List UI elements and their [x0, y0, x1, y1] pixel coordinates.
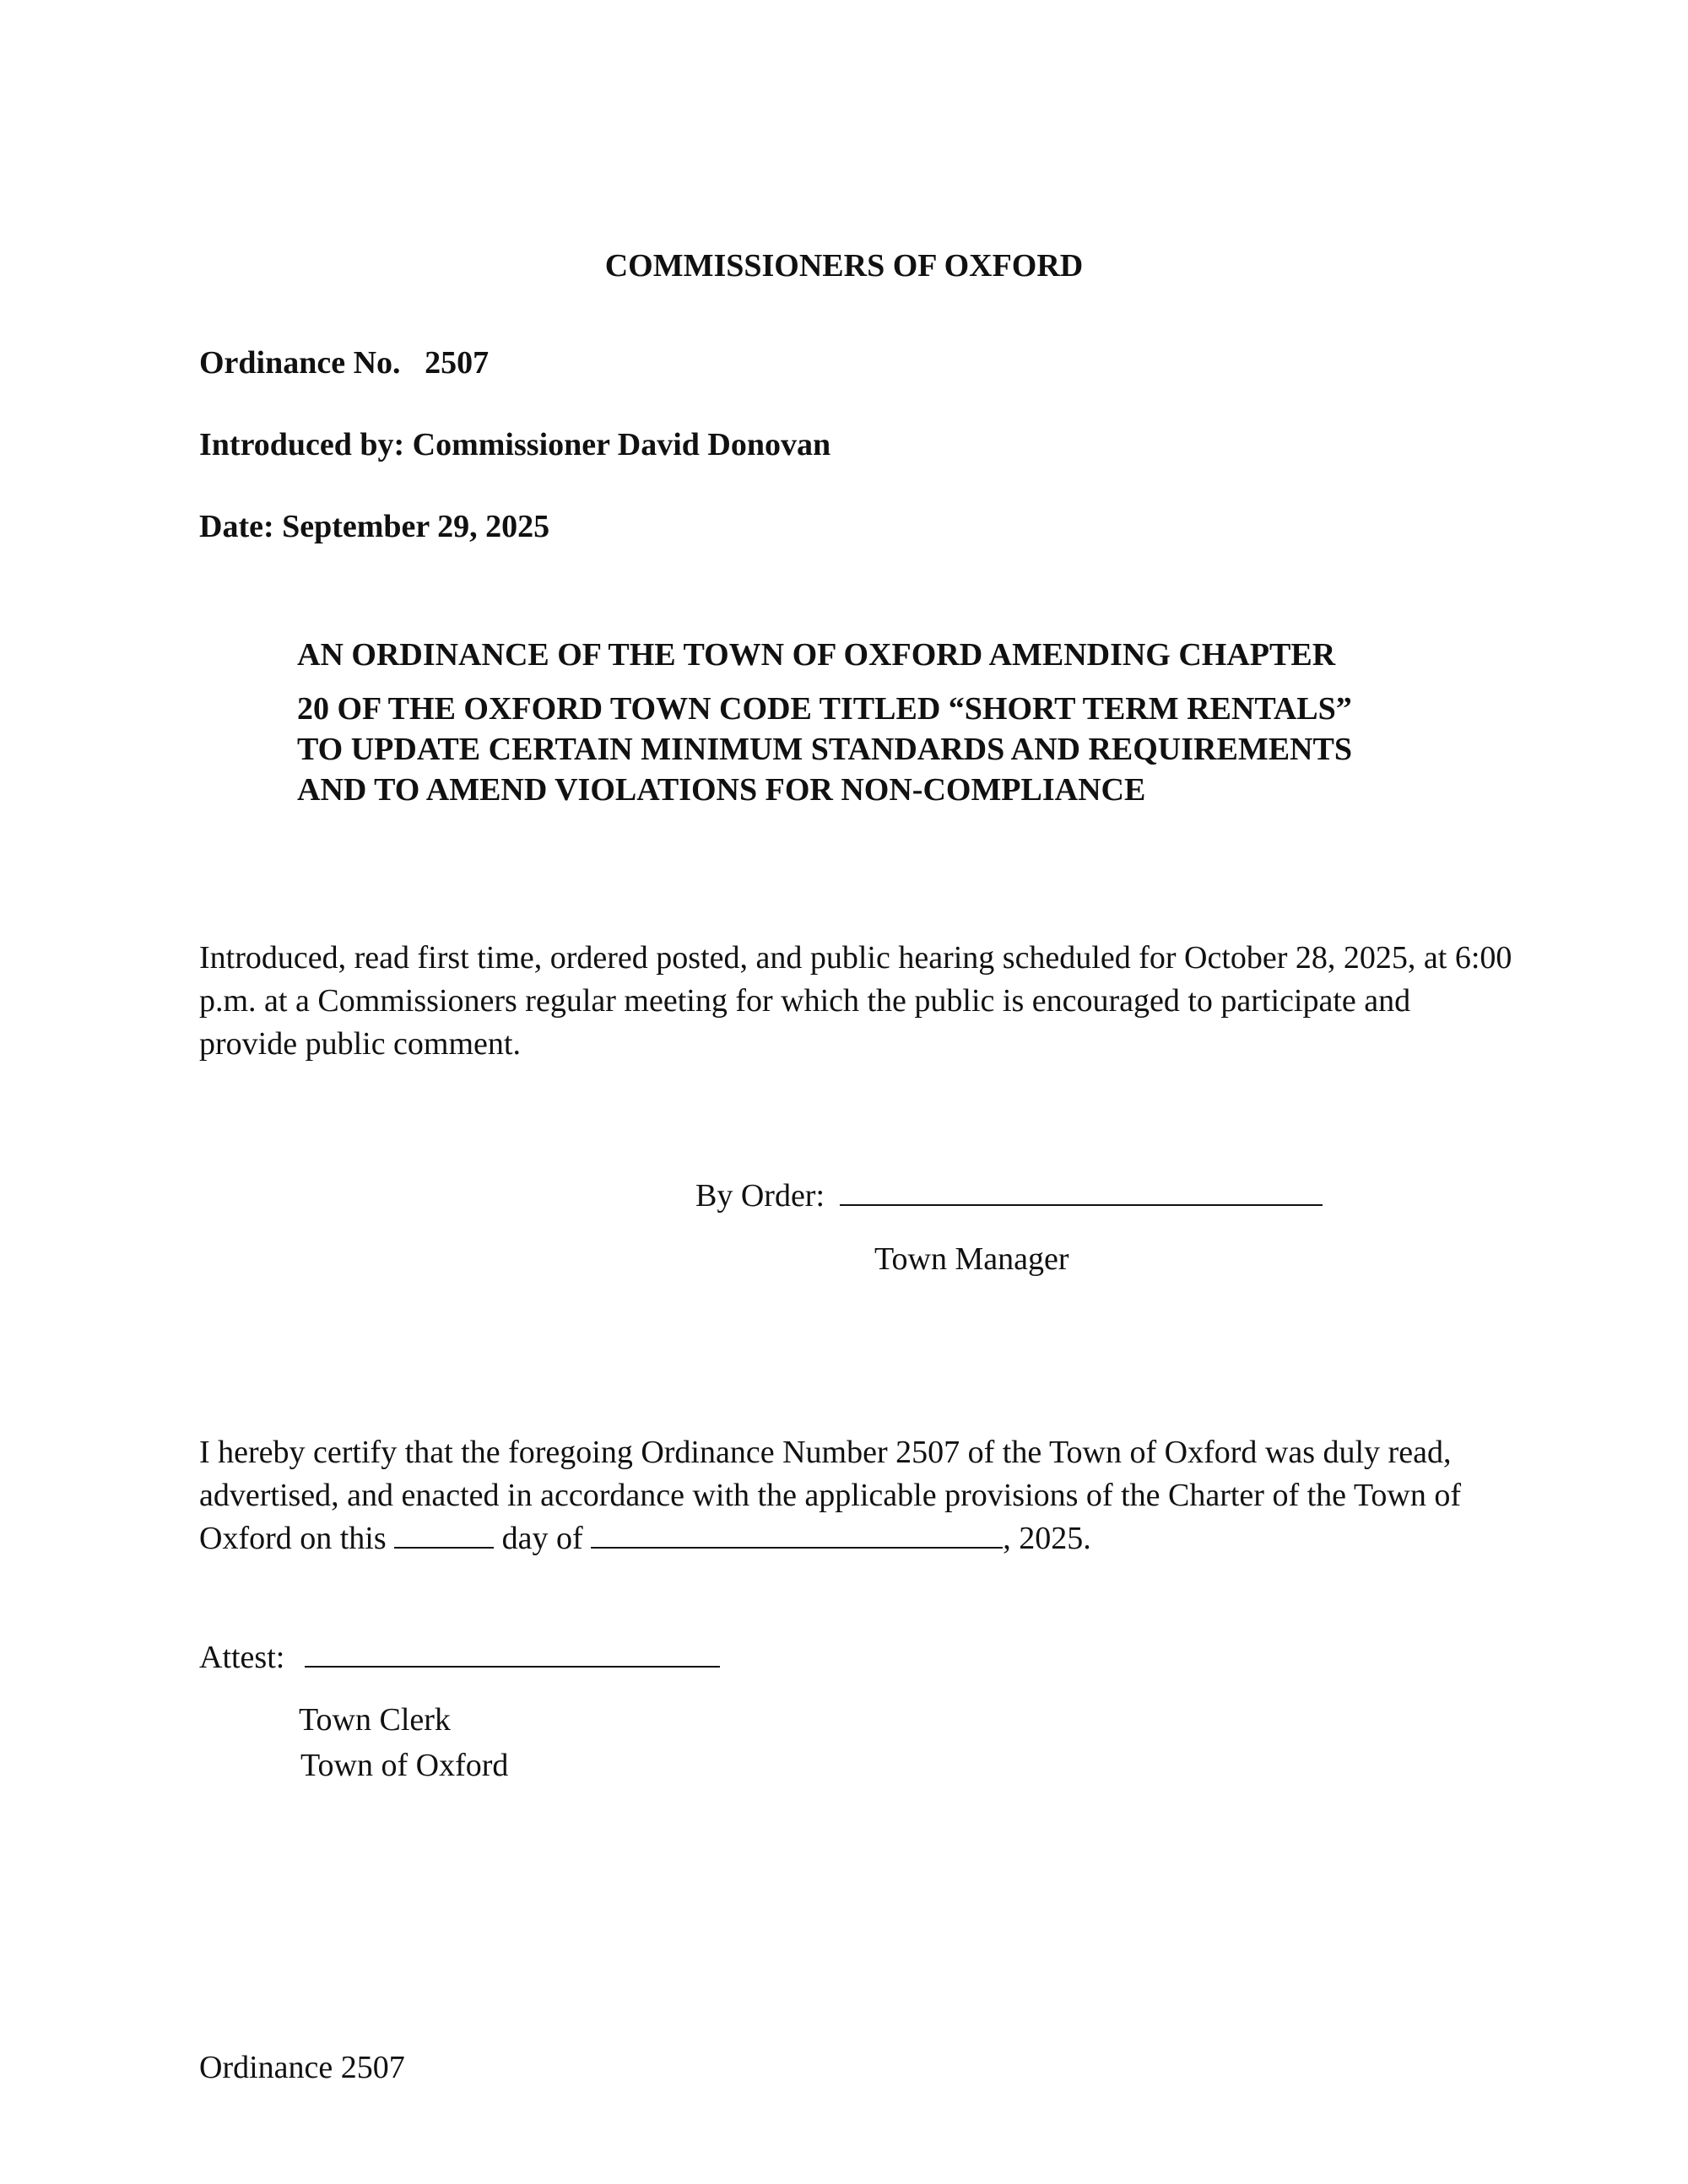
certification-day-blank[interactable]: [394, 1518, 494, 1549]
ordinance-number-value: 2507: [425, 345, 490, 381]
attest-label: Attest:: [199, 1640, 285, 1675]
introduction-paragraph: Introduced, read first time, ordered posted, and public hearing scheduled for October 28, 2025, at 6:00 p.m. at a Commissioners regular meeting for which the public is encouraged to participate and provide public comment.: [199, 940, 1512, 1062]
ordinance-title-line-1: AN ORDINANCE OF THE TOWN OF OXFORD AMENDING CHAPTER: [297, 637, 1336, 673]
document-title: COMMISSIONERS OF OXFORD: [604, 248, 1084, 284]
introduced-by-line: Introduced by: Commissioner David Donovan: [199, 427, 831, 462]
town-manager-signature-line[interactable]: [840, 1176, 1323, 1206]
page-footer: Ordinance 2507: [199, 2050, 405, 2085]
certification-paragraph: [199, 1431, 1491, 1560]
ordinance-title-block: [297, 635, 1352, 810]
ordinance-number-label: Ordinance No.: [199, 345, 401, 381]
attest-title-line-2: Town of Oxford: [300, 1748, 509, 1783]
certification-month-blank[interactable]: [591, 1518, 1003, 1549]
ordinance-title-line-2: 20 OF THE OXFORD TOWN CODE TITLED “SHORT TERM RENTALS”: [297, 691, 1352, 727]
certification-text-2: day of: [501, 1521, 583, 1556]
ordinance-title-line-3: TO UPDATE CERTAIN MINIMUM STANDARDS AND REQUIREMENTS: [297, 732, 1352, 767]
attest-line: [199, 1637, 720, 1676]
by-order-line: [695, 1176, 1323, 1214]
attest-title-line-1: Town Clerk: [299, 1702, 451, 1738]
ordinance-title-line-4: AND TO AMEND VIOLATIONS FOR NON-COMPLIANCE: [297, 772, 1146, 808]
date-line: Date: September 29, 2025: [199, 509, 550, 544]
town-clerk-signature-line[interactable]: [305, 1637, 720, 1668]
by-order-label: By Order:: [695, 1178, 825, 1214]
ordinance-number-line: [199, 344, 489, 381]
town-manager-title: Town Manager: [874, 1241, 1069, 1277]
certification-text-3: , 2025.: [1003, 1521, 1091, 1556]
certification-text-1: I hereby certify that the foregoing Ordinance Number 2507 of the Town of Oxford was duly read, advertised, and enacted in accordance with the applicable provisions of the Charter of the Town of Oxford on this: [199, 1435, 1461, 1556]
